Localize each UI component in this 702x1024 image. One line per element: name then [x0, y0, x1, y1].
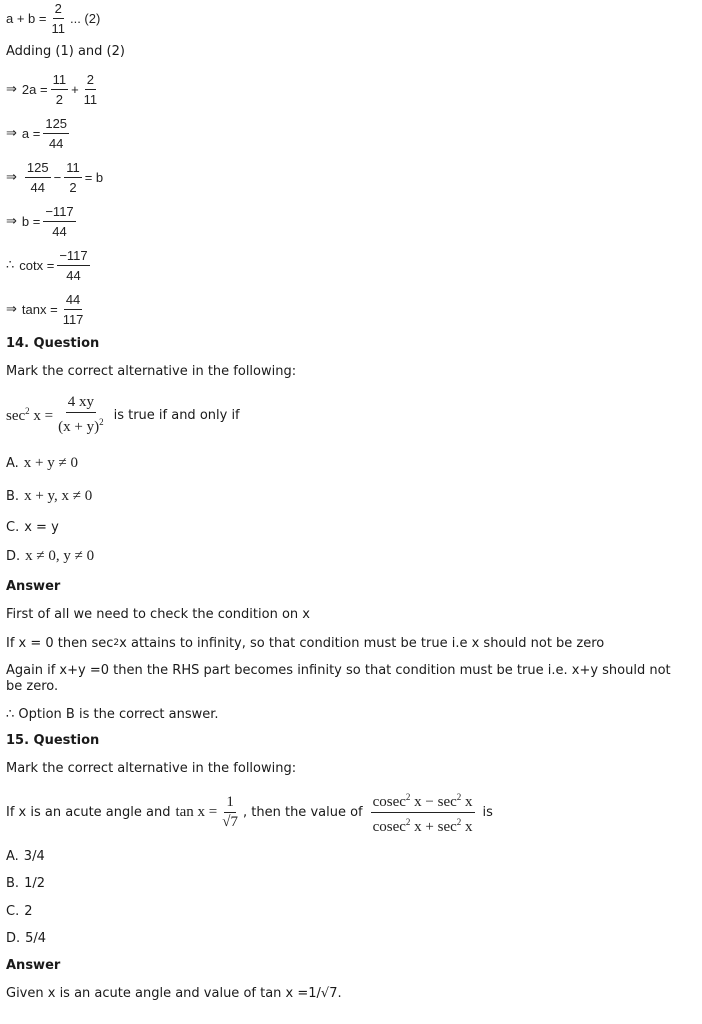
q15-answer-line1: Given x is an acute angle and value of tan x =1/√7. [6, 985, 342, 1001]
equation-cot: ∴ cotx = $\frac{-117}{44}$ [6, 247, 88, 283]
fraction: $\frac{2}{11}$ [51, 0, 65, 36]
adding-text: Adding (1) and (2) [6, 43, 125, 59]
fraction: $\frac{1}{√7}$ [222, 793, 238, 830]
q14-answer-line4: ∴ Option B is the correct answer. [6, 706, 219, 722]
q15-option-b[interactable]: B. 1/2 [6, 875, 45, 891]
implies-icon: ⇒ [6, 169, 17, 184]
q14-option-b[interactable]: B. x + y, x ≠ 0 [6, 487, 93, 504]
q14-answer-heading: Answer [6, 578, 61, 594]
fraction: $\frac{4 xy}{(x + y)^2}$ [58, 394, 104, 435]
q14-option-d[interactable]: D. x ≠ 0, y ≠ 0 [6, 547, 95, 564]
q15-condition: If x is an acute angle and tan x = $\frac{1}{√7}$ , then the value of $\frac{cosec^2 x - \sec^2 x}{cosec^2 x + \sec^2 x}$ is [6, 791, 493, 835]
implies-icon: ⇒ [6, 213, 17, 228]
equation-b: ⇒ b = $\frac{-117}{44}$ [6, 203, 74, 239]
fraction: $\frac{cosec^2 x - \sec^2 x}{cosec^2 x + \sec^2 x}$ [372, 791, 473, 835]
equation-2a: ⇒ 2a = $\frac{11}{2}$ + $\frac{2}{11}$ [6, 71, 98, 107]
q15-option-c[interactable]: C. 2 [6, 903, 33, 919]
eq-lhs: a + b = [6, 10, 47, 26]
q14-prompt: Mark the correct alternative in the following: [6, 363, 297, 379]
equation-a: ⇒ a = $\frac{125}{44}$ [6, 115, 68, 151]
equation-b-expression: ⇒ $\frac{125}{44}$ − $\frac{11}{2}$ = b [6, 159, 104, 195]
equation-a-plus-b [6, 0, 100, 36]
q15-option-d[interactable]: D. 5/4 [6, 930, 47, 946]
q14-option-c[interactable]: C. x = y [6, 519, 59, 535]
q15-heading: 15. Question [6, 732, 100, 748]
therefore-icon: ∴ [6, 257, 15, 272]
equation-tan: ⇒ tanx = $\frac{44}{117}$ [6, 291, 84, 327]
q14-answer-line3: Again if x+y =0 then the RHS part becomes infinity so that condition must be true i.e. x+y should not be zero. [6, 663, 671, 694]
implies-icon: ⇒ [6, 301, 17, 316]
q15-answer-heading: Answer [6, 957, 61, 973]
q14-option-a[interactable]: A. x + y ≠ 0 [6, 454, 78, 471]
q14-heading: 14. Question [6, 335, 100, 351]
q15-option-a[interactable]: A. 3/4 [6, 848, 45, 864]
q14-equation: $\sec^2 x$ = $\frac{4 xy}{(x + y)^2}$ is true if and only if [6, 394, 240, 435]
q14-answer-line1: First of all we need to check the condition on x [6, 606, 310, 622]
q14-answer-line2: If x = 0 then sec 2 x attains to infinity, so that condition must be true i.e x should not be zero [6, 635, 605, 651]
implies-icon: ⇒ [6, 81, 17, 96]
implies-icon: ⇒ [6, 125, 17, 140]
q15-prompt: Mark the correct alternative in the following: [6, 760, 297, 776]
equation-tag: ... (2) [69, 10, 101, 26]
